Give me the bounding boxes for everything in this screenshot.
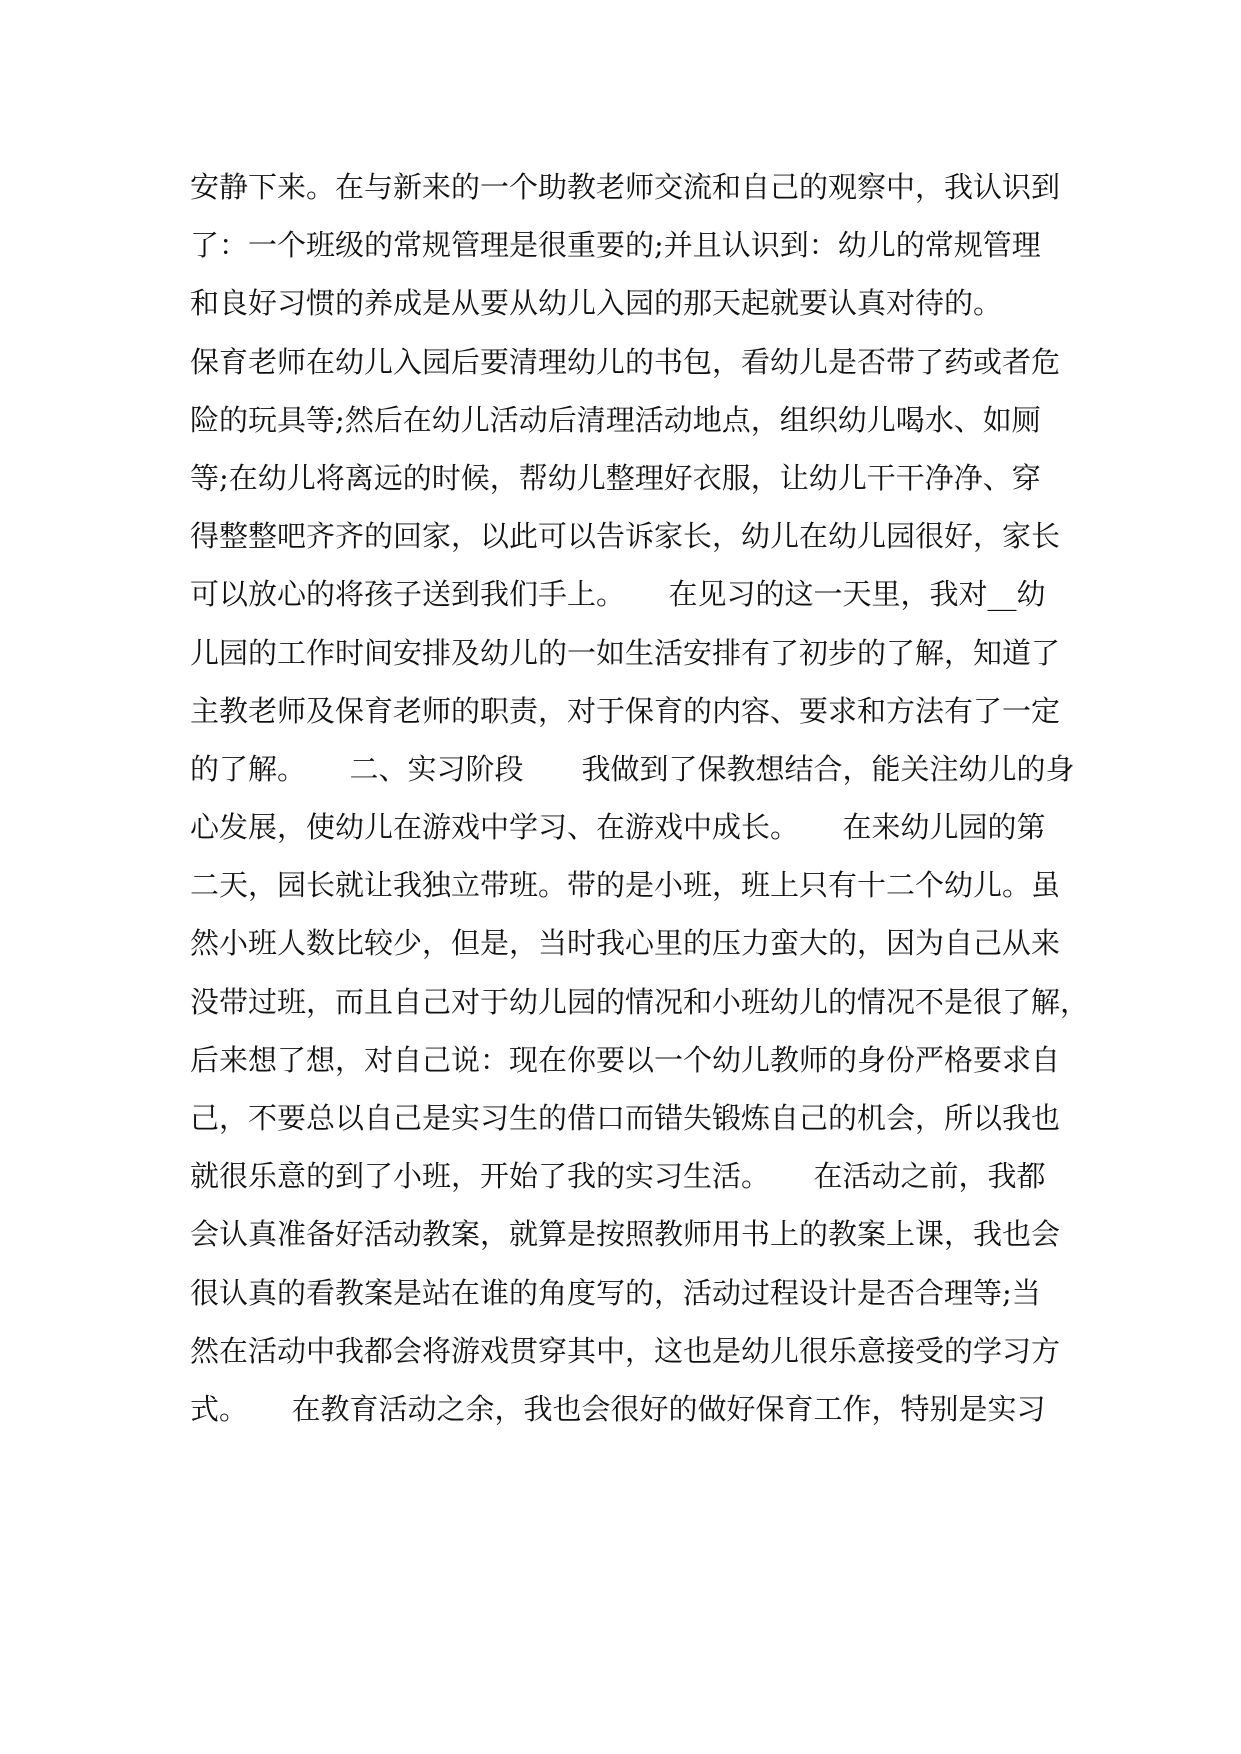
text-line: 的了解。 二、实习阶段 我做到了保教想结合，能关注幼儿的身 bbox=[190, 751, 1075, 786]
text-line: 心发展，使幼儿在游戏中学习、在游戏中成长。 在来幼儿园的第 bbox=[190, 810, 1046, 845]
text-line: 没带过班，而且自己对于幼儿园的情况和小班幼儿的情况不是很了解， bbox=[190, 984, 1090, 1019]
text-line: 然小班人数比较少，但是，当时我心里的压力蛮大的，因为自己从来 bbox=[190, 926, 1061, 961]
text-line: 然在活动中我都会将游戏贯穿其中，这也是幼儿很乐意接受的学习方 bbox=[190, 1333, 1061, 1368]
text-line: 得整整吧齐齐的回家，以此可以告诉家长，幼儿在幼儿园很好，家长 bbox=[190, 519, 1061, 554]
text-line: 式。 在教育活动之余，我也会很好的做好保育工作，特别是实习 bbox=[190, 1391, 1046, 1426]
text-line: 会认真准备好活动教案，就算是按照教师用书上的教案上课，我也会 bbox=[190, 1217, 1061, 1252]
text-line: 己，不要总以自己是实习生的借口而错失锻炼自己的机会，所以我也 bbox=[190, 1101, 1061, 1135]
text-line: 可以放心的将孩子送到我们手上。 在见习的这一天里，我对__幼 bbox=[190, 577, 1046, 612]
text-line: 很认真的看教案是站在谁的角度写的，活动过程设计是否合理等;当 bbox=[190, 1275, 1041, 1310]
text-line: 和良好习惯的养成是从要从幼儿入园的那天起就要认真对待的。 bbox=[190, 286, 1003, 321]
body-text bbox=[190, 158, 1090, 1438]
text-line: 主教老师及保育老师的职责，对于保育的内容、要求和方法有了一定 bbox=[190, 693, 1061, 728]
text-line: 安静下来。在与新来的一个助教老师交流和自己的观察中，我认识到 bbox=[190, 170, 1061, 204]
text-line: 二天，园长就让我独立带班。带的是小班，班上只有十二个幼儿。虽 bbox=[190, 868, 1061, 903]
text-line: 了：一个班级的常规管理是很重要的;并且认识到：幼儿的常规管理 bbox=[190, 228, 1041, 263]
text-line: 儿园的工作时间安排及幼儿的一如生活安排有了初步的了解，知道了 bbox=[190, 635, 1061, 670]
text-line: 后来想了想，对自己说：现在你要以一个幼儿教师的身份严格要求自 bbox=[190, 1042, 1061, 1077]
text-line: 险的玩具等;然后在幼儿活动后清理活动地点，组织幼儿喝水、如厕 bbox=[190, 402, 1041, 437]
text-line: 就很乐意的到了小班，开始了我的实习生活。 在活动之前，我都 bbox=[190, 1159, 1046, 1194]
text-line: 保育老师在幼儿入园后要清理幼儿的书包，看幼儿是否带了药或者危 bbox=[190, 344, 1061, 379]
text-line: 等;在幼儿将离远的时候，帮幼儿整理好衣服，让幼儿干干净净、穿 bbox=[190, 460, 1041, 495]
